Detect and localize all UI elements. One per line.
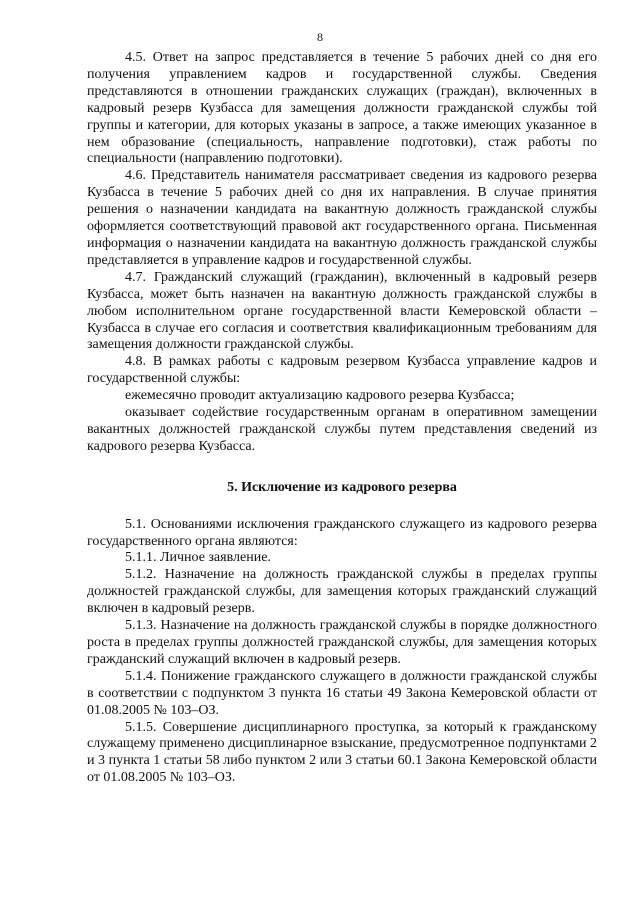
paragraph-4-8-item-2: оказывает содействие государственным органам в оперативном замещении вакантных должностей гражданской службы путем представления сведений из кадрового резерва Кузбасса. [87, 405, 597, 454]
paragraph-4-7: 4.7. Гражданский служащий (гражданин), включенный в кадровый резерв Кузбасса, может быть назначен на вакантную должность гражданской службы в любом исполнительном органе государственной власти Кемеровской области – Кузбасса в случае его согласия и соответствия квалификационным требованиям для замещения должности гражданской службы. [87, 269, 597, 353]
paragraph-5-1-4: 5.1.4. Понижение гражданского служащего в должности гражданской службы в соответствии с подпунктом 3 пункта 16 статьи 49 Закона Кемеровской области от 01.08.2005 № 103–ОЗ. [87, 668, 597, 718]
paragraph-4-8: 4.8. В рамках работы с кадровым резервом Кузбасса управление кадров и государственной службы: [87, 354, 597, 387]
document-body [87, 50, 597, 787]
paragraph-5-1-3: 5.1.3. Назначение на должность гражданской службы в порядке должностного роста в пределах группы должностей гражданской службы, для замещения которых гражданский служащий включен в кадровый резерв. [87, 618, 597, 667]
paragraph-4-8-item-1: ежемесячно проводит актуализацию кадрового резерва Кузбасса; [125, 388, 515, 404]
section-heading-text: 5. Исключение из кадрового резерва [227, 479, 457, 495]
paragraph-4-5: 4.5. Ответ на запрос представляется в течение 5 рабочих дней со дня его получения управлением кадров и государственной службы. Сведения представляются в отношении гражданских служащих (граждан), включенных в кадровый резерв Кузбасса для замещения должности гражданской службы той группы и категории, для которых указаны в запросе, а также имеющих указанное в нем образование (специальность, направление подготовки), стаж работы по специальности (направлению подготовки). [87, 50, 597, 167]
paragraph-5-1: 5.1. Основаниями исключения гражданского служащего из кадрового резерва государственного органа являются: [87, 516, 597, 549]
paragraph-5-1-5: 5.1.5. Совершение дисциплинарного проступка, за который к гражданскому служащему применено дисциплинарное взыскание, предусмотренное подпунктами 2 и 3 пункта 1 статьи 58 либо пунктом 2 или 3 статьи 60.1 Закона Кемеровской области от 01.08.2005 № 103–ОЗ. [87, 719, 597, 786]
paragraph-5-1-2: 5.1.2. Назначение на должность гражданской службы в пределах группы должностей гражданской службы, для замещения которых гражданский служащий включен в кадровый резерв. [87, 567, 597, 617]
section-heading [87, 480, 597, 497]
page-number: 8 [317, 30, 323, 44]
paragraph-4-6: 4.6. Представитель нанимателя рассматривает сведения из кадрового резерва Кузбасса в течение 5 рабочих дней со дня их направления. В случае принятия решения о назначении кандидата на вакантную должность гражданской службы оформляется соответствующий правовой акт государственного органа. Письменная информация о назначении кандидата на вакантную должность гражданской службы представляется в управление кадров и государственной службы. [87, 168, 597, 268]
paragraph-5-1-1: 5.1.1. Личное заявление. [125, 550, 271, 566]
